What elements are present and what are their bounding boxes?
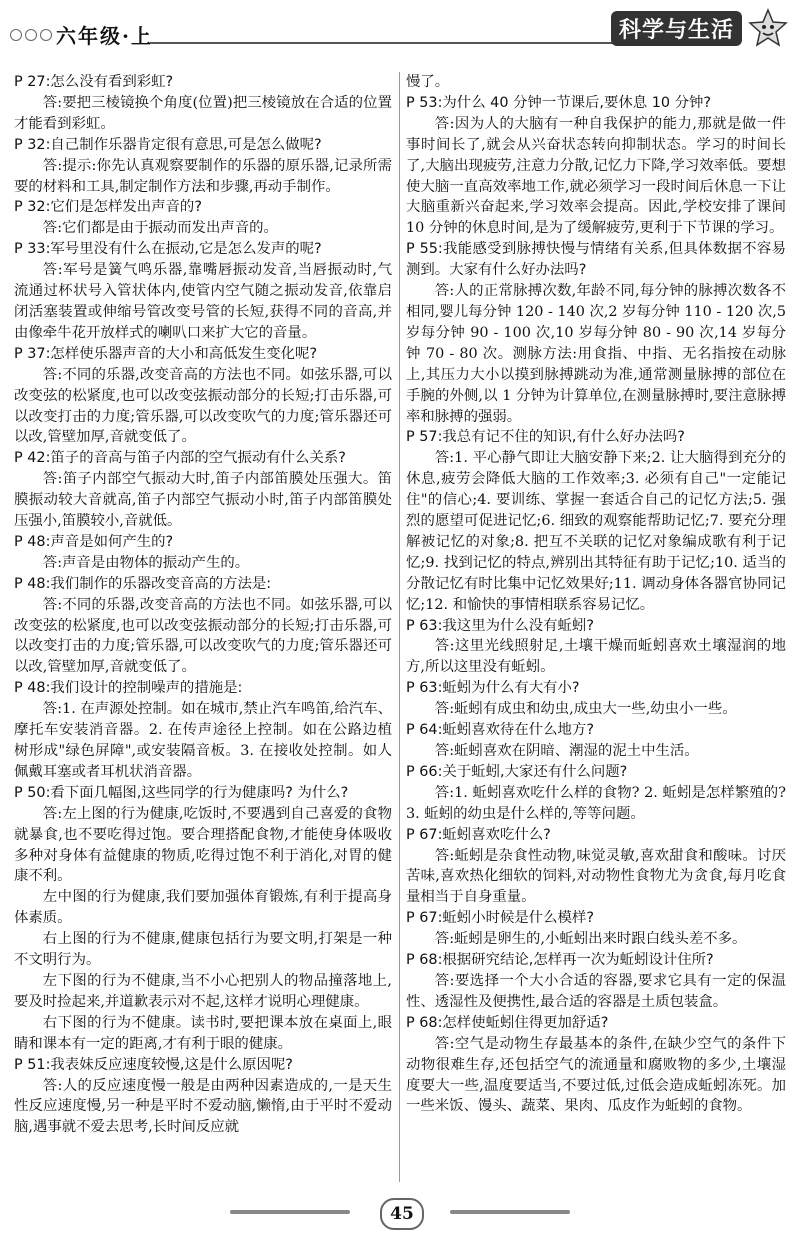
- question-line: P 50:看下面几幅图,这些同学的行为健康吗? 为什么?: [14, 784, 349, 801]
- grade-label-group: [10, 20, 153, 49]
- decor-circles-icon: [10, 29, 52, 41]
- question-line: P 68:怎样使蚯蚓住得更加舒适?: [406, 1014, 609, 1031]
- question-line: P 37:怎样使乐器声音的大小和高低发生变化呢?: [14, 345, 318, 362]
- question-line: P 51:我表妹反应速度较慢,这是什么原因呢?: [14, 1056, 293, 1073]
- grade-label: 六年级·上: [56, 24, 153, 48]
- left-column: [14, 72, 392, 1182]
- answer-paragraph: 答:军号是簧气鸣乐器,靠嘴唇振动发音,当唇振动时,气流通过杯状号入管状体内,使管内空气随之振动发音,依靠启闭活塞装置或伸缩号管改变号管的长短,获得不同的音高,并由像牵牛花开放样式的喇叭口来扩大它的音量。: [14, 262, 392, 341]
- answer-paragraph: 答:它们都是由于振动而发出声音的。: [42, 220, 278, 237]
- question-line: P 42:笛子的音高与笛子内部的空气振动有什么关系?: [14, 450, 346, 467]
- question-line: P 67:蚯蚓喜欢吃什么?: [406, 826, 551, 843]
- brand-group: [611, 8, 788, 48]
- brand-title: 科学与生活: [611, 11, 742, 46]
- question-line: P 55:我能感受到脉搏快慢与情绪有关系,但具体数据不容易测到。大家有什么好办法吗?: [406, 241, 786, 279]
- question-line: P 64:蚯蚓喜欢待在什么地方?: [406, 722, 594, 739]
- answer-paragraph: 答:不同的乐器,改变音高的方法也不同。如弦乐器,可以改变弦的松紧度,也可以改变弦振动部分的长短;打击乐器,可以改变打击的力度;管乐器,可以改变吹气的力度;管乐器还可以改,管壁加厚,音就变低了。: [14, 366, 392, 446]
- answer-paragraph: 答:空气是动物生存最基本的条件,在缺少空气的条件下动物很难生存,还包括空气的流通量和腐败物的多少,土壤湿度要大一些,温度要适当,不要过低,过低会造成蚯蚓冻死。加一些米饭、馒头、蔬菜、果肉、瓜皮作为蚯蚓的食物。: [406, 1035, 786, 1115]
- text-paragraph: 慢了。: [406, 74, 450, 90]
- answer-paragraph: 答:蚯蚓喜欢在阴暗、潮湿的泥土中生活。: [434, 743, 699, 759]
- question-line: P 68:根据研究结论,怎样再一次为蚯蚓设计住所?: [406, 952, 714, 969]
- question-line: P 48:我们制作的乐器改变音高的方法是:: [14, 575, 272, 592]
- question-line: P 48:我们设计的控制噪声的措施是:: [14, 680, 243, 697]
- answer-paragraph: 答:人的正常脉搏次数,年龄不同,每分钟的脉搏次数各不相同,婴儿每分钟 120 - 140 次,2 岁每分钟 110 - 120 次,5 岁每分钟 90 - 100 次,10 岁每分钟 80 - 90 次,14 岁每分钟 70 - 80 次。测脉方法:用食指、中指、无名指按在动脉上,其压力大小以摸到脉搏跳动为准,通常测量脉搏的部位在手腕的外侧,以 1 分钟为计算单位,在测量脉搏时,要注意脉搏率和脉搏的强弱。: [406, 283, 786, 425]
- question-line: P 57:我总有记不住的知识,有什么好办法吗?: [406, 429, 685, 446]
- question-line: P 63:蚯蚓为什么有大有小?: [406, 680, 580, 697]
- answer-paragraph: 答:1. 在声源处控制。如在城市,禁止汽车鸣笛,给汽车、摩托车安装消音器。2. 在传声途径上控制。如在公路边植树形成"绿色屏障",或安装隔音板。3. 在接收处控制。如人佩戴耳塞或者耳机状消音器。: [14, 701, 392, 780]
- answer-paragraph: 答:1. 平心静气即让大脑安静下来;2. 让大脑得到充分的休息,疲劳会降低大脑的工作效率;3. 必须有自己"一定能记住"的信心;4. 要训练、掌握一套适合自己的记忆方法;5. 强烈的愿望可促进记忆;6. 细致的观察能帮助记忆;7. 要充分理解被记忆的对象;8. 把互不关联的记忆对象编成歌有利于记忆;9. 找到记忆的特点,辨别出其特征有助于记忆;10. 适当的分散记忆有时比集中记忆效果好;11. 调动身体各器官协同记忆;12. 和愉快的事情相联系容易记忆。: [406, 450, 786, 613]
- answer-paragraph: 答:这里光线照射足,土壤干燥而蚯蚓喜欢土壤湿润的地方,所以这里没有蚯蚓。: [406, 638, 786, 676]
- footer-ornament-right: [450, 1210, 570, 1214]
- text-paragraph: 右下图的行为不健康。读书时,要把课本放在桌面上,眼睛和课本有一定的距离,才有利于眼的健康。: [14, 1014, 392, 1052]
- answer-paragraph: 答:因为人的大脑有一种自我保护的能力,那就是做一件事时间长了,就会从兴奋状态转向抑制状态。学习的时间长了,大脑出现疲劳,注意力分散,记忆力下降,学习效率低。要想使大脑一直高效率地工作,就必须学习一段时间后休息一下让大脑重新兴奋起来,学习效率会提高。因此,学校安排了课间 10 分钟的休息时间,是为了缓解疲劳,更利于下节课的学习。: [406, 115, 786, 237]
- question-line: P 48:声音是如何产生的?: [14, 533, 174, 550]
- answer-paragraph: 答:蚯蚓是卵生的,小蚯蚓出来时跟白线头差不多。: [434, 931, 747, 948]
- page-header: [0, 0, 800, 64]
- header-rule: [150, 42, 620, 44]
- page-number: 45: [380, 1198, 424, 1230]
- footer-ornament-left: [230, 1210, 350, 1214]
- question-line: P 67:蚯蚓小时候是什么模样?: [406, 910, 594, 927]
- star-mascot-icon: [748, 8, 788, 48]
- answer-paragraph: 答:左上图的行为健康,吃饭时,不要遇到自己喜爱的食物就暴食,也不要吃得过饱。要合理搭配食物,才能使身体吸收多种对身体有益健康的物质,吃得过饱不利于消化,对胃的健康不利。: [14, 805, 392, 885]
- answer-paragraph: 答:不同的乐器,改变音高的方法也不同。如弦乐器,可以改变弦的松紧度,也可以改变弦振动部分的长短;打击乐器,可以改变打击的力度;管乐器,可以改变吹气的力度;管乐器还可以改,管壁加厚,音就变低了。: [14, 596, 392, 676]
- answer-paragraph: 答:笛子内部空气振动大时,笛子内部笛膜处压强大。笛膜振动较大音就高,笛子内部空气振动小时,笛子内部笛膜处压强小,笛膜较小,音就低。: [14, 471, 392, 530]
- page-footer: [0, 1190, 800, 1236]
- text-paragraph: 左中图的行为健康,我们要加强体育锻炼,有利于提高身体素质。: [14, 889, 392, 927]
- page-content: [0, 72, 800, 1182]
- answer-paragraph: 答:1. 蚯蚓喜欢吃什么样的食物? 2. 蚯蚓是怎样繁殖的? 3. 蚯蚓的幼虫是什么样的,等等问题。: [406, 784, 786, 822]
- question-line: P 32:它们是怎样发出声音的?: [14, 199, 202, 216]
- question-line: P 32:自己制作乐器肯定很有意思,可是怎么做呢?: [14, 136, 322, 153]
- question-line: P 27:怎么没有看到彩虹?: [14, 74, 174, 90]
- answer-paragraph: 答:蚯蚓有成虫和幼虫,成虫大一些,幼虫小一些。: [434, 701, 737, 718]
- question-line: P 53:为什么 40 分钟一节课后,要休息 10 分钟?: [406, 94, 712, 111]
- answer-paragraph: 答:人的反应速度慢一般是由两种因素造成的,一是天生性反应速度慢,另一种是平时不爱动脑,懒惰,由于平时不爱动脑,遇事就不爱去思考,长时间反应就: [14, 1077, 392, 1136]
- question-line: P 33:军号里没有什么在振动,它是怎么发声的呢?: [14, 241, 322, 258]
- text-paragraph: 左下图的行为不健康,当不小心把别人的物品撞落地上,要及时捡起来,并道歉表示对不起,这样才说明心理健康。: [14, 972, 392, 1010]
- answer-paragraph: 答:要把三棱镜换个角度(位置)把三棱镜放在合适的位置才能看到彩虹。: [14, 94, 392, 132]
- right-column: [406, 72, 786, 1182]
- answer-paragraph: 答:声音是由物体的振动产生的。: [42, 554, 250, 571]
- question-line: P 63:我这里为什么没有蚯蚓?: [406, 617, 594, 634]
- answer-paragraph: 答:要选择一个大小合适的容器,要求它具有一定的保温性、透湿性及便携性,最合适的容器是土质包装盒。: [406, 972, 786, 1010]
- answer-paragraph: 答:提示:你先认真观察要制作的乐器的原乐器,记录所需要的材料和工具,制定制作方法和步骤,再动手制作。: [14, 157, 392, 195]
- text-paragraph: 右上图的行为不健康,健康包括行为要文明,打架是一种不文明行为。: [14, 931, 392, 969]
- question-line: P 66:关于蚯蚓,大家还有什么问题?: [406, 763, 628, 780]
- answer-paragraph: 答:蚯蚓是杂食性动物,味觉灵敏,喜欢甜食和酸味。讨厌苦味,喜欢热化细软的饲料,对动物性食物尤为贪食,每月吃食量相当于自身重量。: [406, 847, 786, 906]
